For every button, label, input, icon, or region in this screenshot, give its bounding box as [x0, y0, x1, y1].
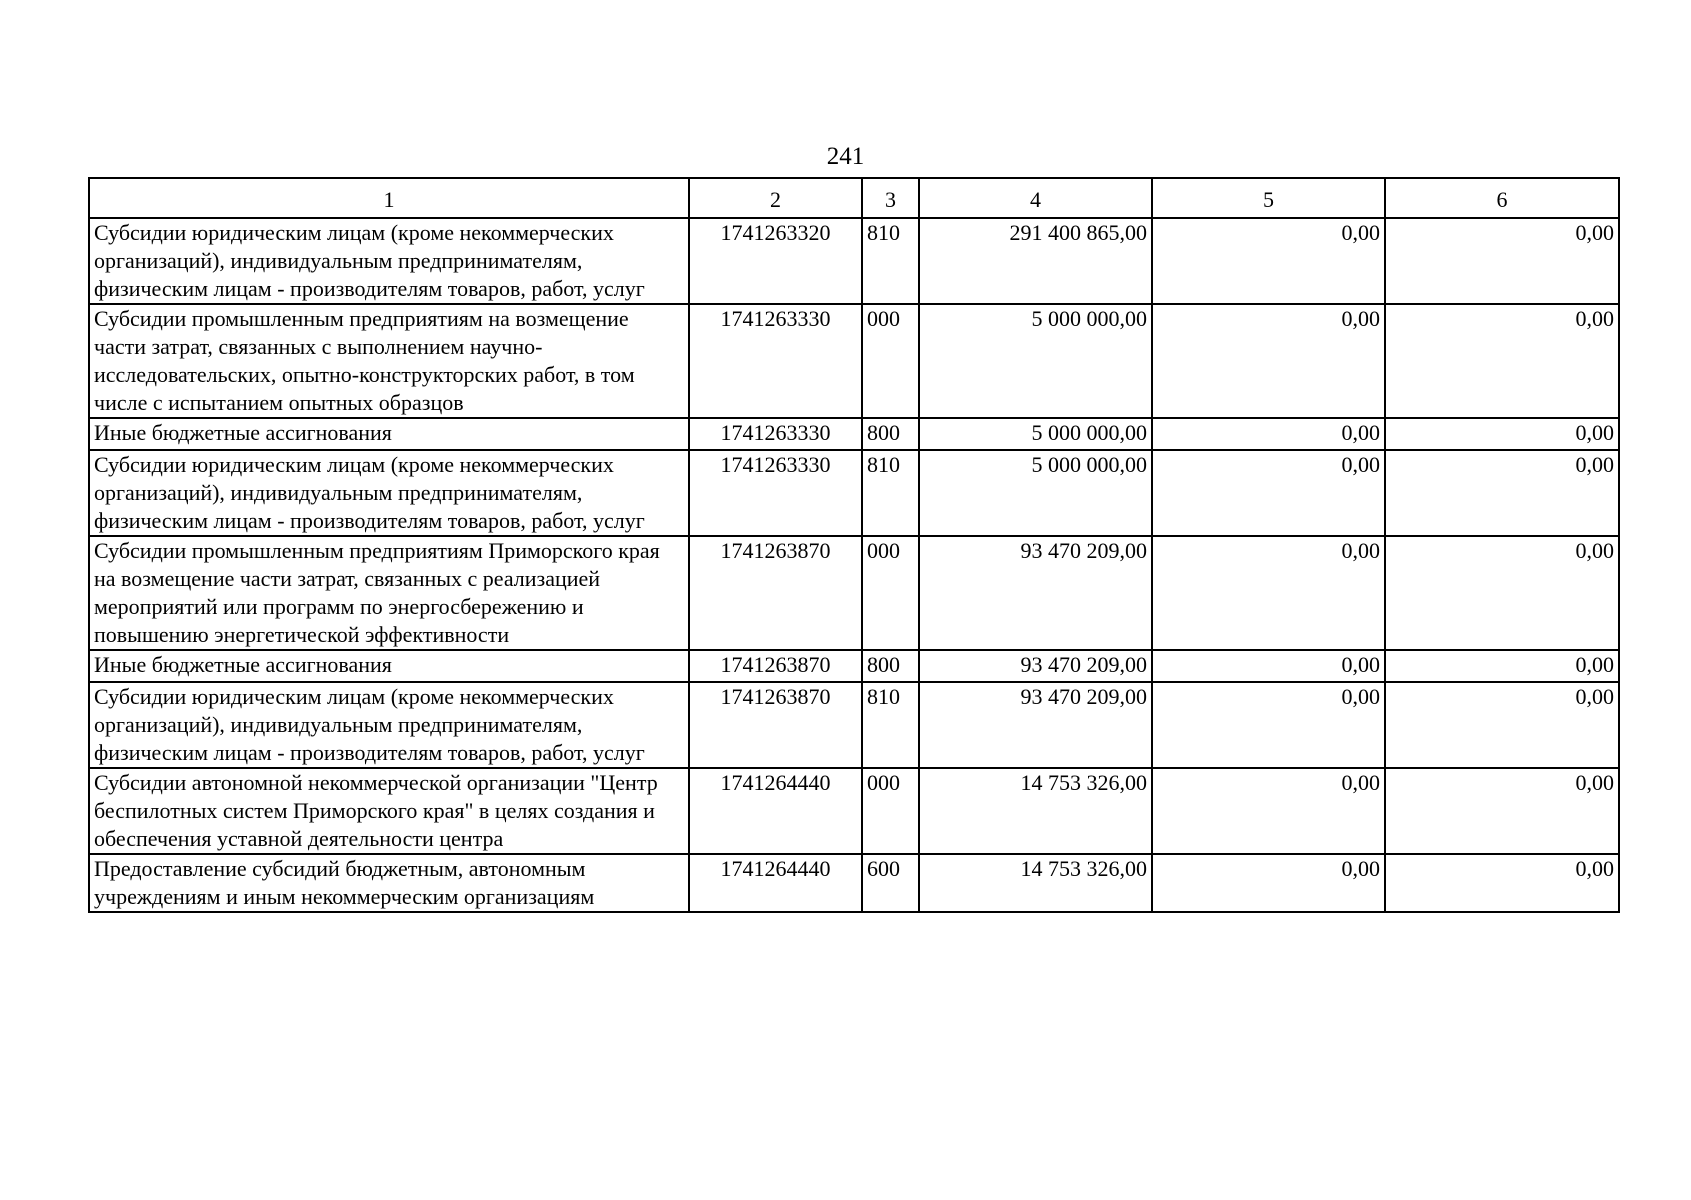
budget-table — [88, 177, 1620, 913]
row-amount-5: 0,00 — [1152, 650, 1385, 682]
row-name: Субсидии юридическим лицам (кроме некоммерческих организаций), индивидуальным предпринимателям, физическим лицам - производителям товаров, работ, услуг — [89, 218, 689, 304]
row-code: 1741263330 — [689, 418, 862, 450]
header-col-3: 3 — [862, 178, 919, 218]
row-name: Иные бюджетные ассигнования — [89, 418, 689, 450]
row-amount-6: 0,00 — [1385, 450, 1619, 536]
row-amount-6: 0,00 — [1385, 418, 1619, 450]
table-row — [89, 304, 1619, 418]
header-col-2: 2 — [689, 178, 862, 218]
row-name: Субсидии промышленным предприятиям на возмещение части затрат, связанных с выполнением научно-исследовательских, опытно-конструкторских работ, в том числе с испытанием опытных образцов — [89, 304, 689, 418]
header-col-6: 6 — [1385, 178, 1619, 218]
table-row — [89, 682, 1619, 768]
row-code: 1741263330 — [689, 450, 862, 536]
row-amount-6: 0,00 — [1385, 854, 1619, 912]
row-amount-6: 0,00 — [1385, 682, 1619, 768]
row-code: 1741264440 — [689, 854, 862, 912]
header-col-4: 4 — [919, 178, 1152, 218]
row-amount-5: 0,00 — [1152, 418, 1385, 450]
row-amount-5: 0,00 — [1152, 768, 1385, 854]
table-row — [89, 450, 1619, 536]
row-amount-6: 0,00 — [1385, 768, 1619, 854]
row-name: Иные бюджетные ассигнования — [89, 650, 689, 682]
row-amount-6: 0,00 — [1385, 304, 1619, 418]
row-type: 810 — [862, 682, 919, 768]
row-amount-5: 0,00 — [1152, 536, 1385, 650]
table-row — [89, 218, 1619, 304]
row-name: Субсидии автономной некоммерческой организации "Центр беспилотных систем Приморского края" в целях создания и обеспечения уставной деятельности центра — [89, 768, 689, 854]
row-type: 600 — [862, 854, 919, 912]
page-number: 241 — [826, 143, 865, 170]
row-amount-6: 0,00 — [1385, 536, 1619, 650]
header-col-1: 1 — [89, 178, 689, 218]
row-amount-6: 0,00 — [1385, 650, 1619, 682]
row-amount-4: 5 000 000,00 — [919, 304, 1152, 418]
row-type: 000 — [862, 536, 919, 650]
row-amount-5: 0,00 — [1152, 218, 1385, 304]
row-code: 1741264440 — [689, 768, 862, 854]
row-code: 1741263870 — [689, 536, 862, 650]
row-amount-4: 93 470 209,00 — [919, 682, 1152, 768]
row-amount-4: 14 753 326,00 — [919, 768, 1152, 854]
row-amount-5: 0,00 — [1152, 682, 1385, 768]
row-name: Предоставление субсидий бюджетным, автономным учреждениям и иным некоммерческим организациям — [89, 854, 689, 912]
row-amount-4: 93 470 209,00 — [919, 536, 1152, 650]
row-type: 800 — [862, 418, 919, 450]
row-type: 000 — [862, 304, 919, 418]
row-code: 1741263870 — [689, 650, 862, 682]
row-amount-4: 5 000 000,00 — [919, 450, 1152, 536]
row-name: Субсидии юридическим лицам (кроме некоммерческих организаций), индивидуальным предпринимателям, физическим лицам - производителям товаров, работ, услуг — [89, 450, 689, 536]
row-amount-4: 14 753 326,00 — [919, 854, 1152, 912]
row-amount-5: 0,00 — [1152, 450, 1385, 536]
row-type: 800 — [862, 650, 919, 682]
row-code: 1741263870 — [689, 682, 862, 768]
row-amount-5: 0,00 — [1152, 304, 1385, 418]
row-type: 810 — [862, 218, 919, 304]
row-amount-6: 0,00 — [1385, 218, 1619, 304]
row-amount-4: 5 000 000,00 — [919, 418, 1152, 450]
row-type: 000 — [862, 768, 919, 854]
row-type: 810 — [862, 450, 919, 536]
row-code: 1741263320 — [689, 218, 862, 304]
row-name: Субсидии промышленным предприятиям Приморского края на возмещение части затрат, связанных с реализацией мероприятий или программ по энергосбережению и повышению энергетической эффективности — [89, 536, 689, 650]
table-row — [89, 650, 1619, 682]
header-row — [89, 178, 1619, 218]
row-code: 1741263330 — [689, 304, 862, 418]
table-row — [89, 854, 1619, 912]
row-amount-5: 0,00 — [1152, 854, 1385, 912]
table-row — [89, 418, 1619, 450]
table-row — [89, 536, 1619, 650]
table-row — [89, 768, 1619, 854]
row-amount-4: 291 400 865,00 — [919, 218, 1152, 304]
row-name: Субсидии юридическим лицам (кроме некоммерческих организаций), индивидуальным предпринимателям, физическим лицам - производителям товаров, работ, услуг — [89, 682, 689, 768]
header-col-5: 5 — [1152, 178, 1385, 218]
row-amount-4: 93 470 209,00 — [919, 650, 1152, 682]
